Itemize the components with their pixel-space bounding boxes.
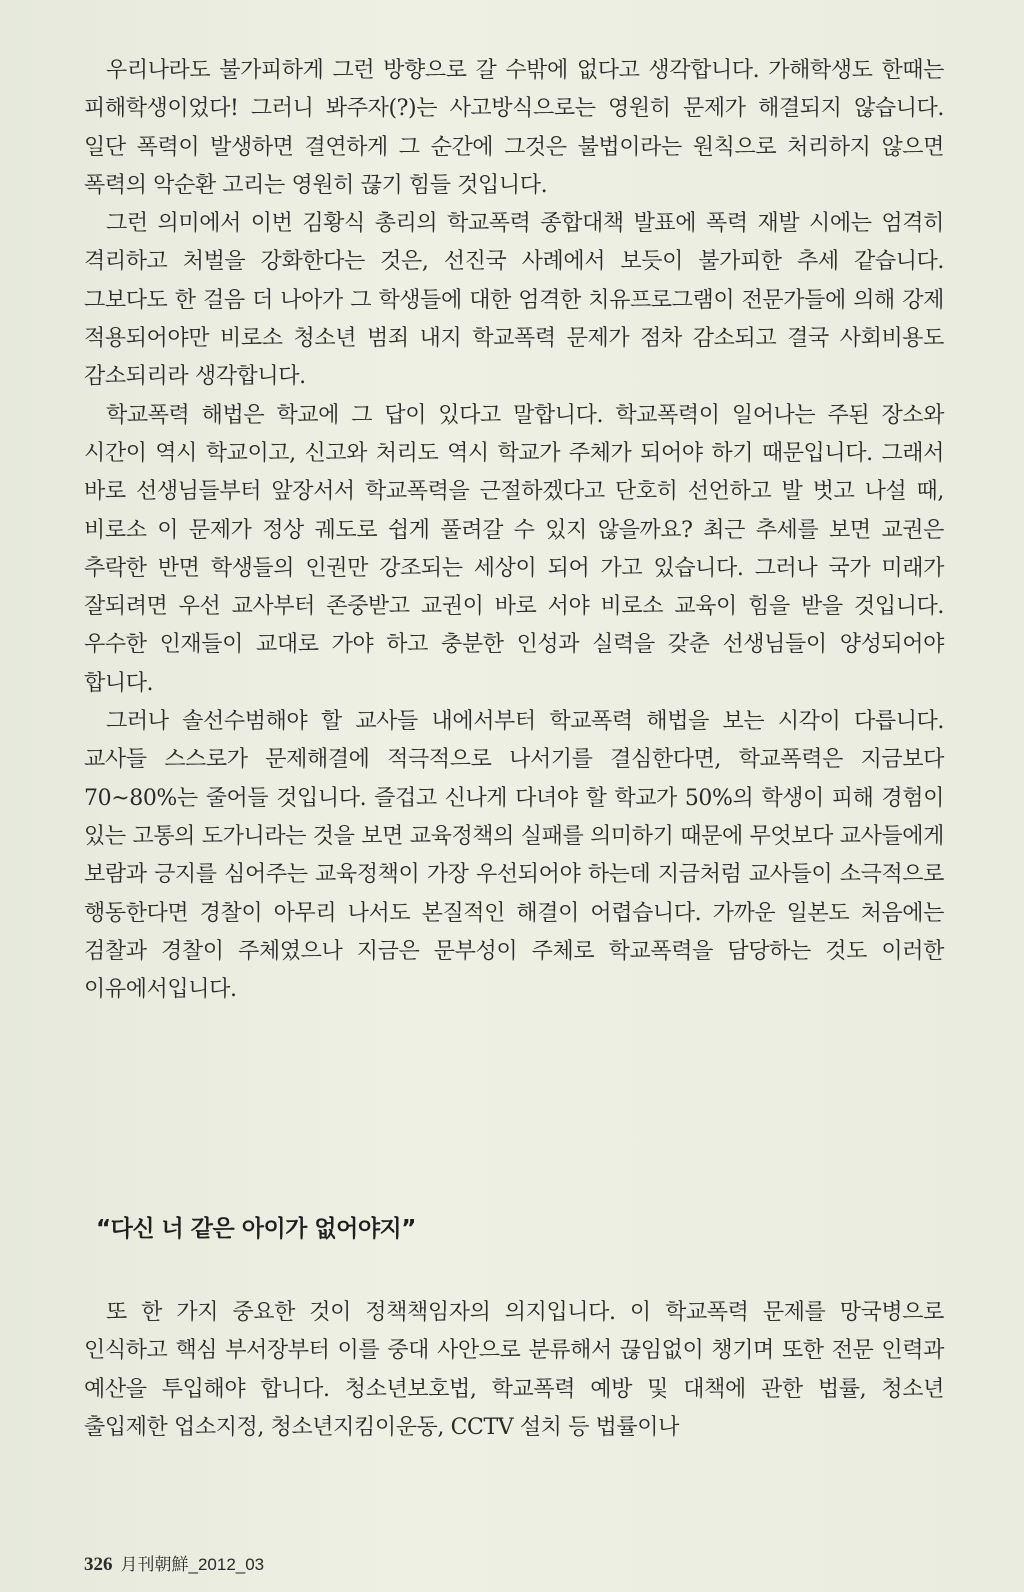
paragraph-4: 그러나 솔선수범해야 할 교사들 내에서부터 학교폭력 해법을 보는 시각이 다릅니다. 교사들 스스로가 문제해결에 적극적으로 나서기를 결심한다면, 학교폭력은 지금보다 70~80%는 줄어들 것입니다. 즐겁고 신나게 다녀야 할 학교가 50%의 학생이 피해 경험이 있는 고통의 도가니라는 것을 보면 교육정책의 실패를 의미하기 때문에 무엇보다 교사들에게 보람과 긍지를 심어주는 교육정책이 가장 우선되어야 하는데 지금처럼 교사들이 소극적으로 행동한다면 경찰이 아무리 나서도 본질적인 해결이 어렵습니다. 가까운 일본도 처음에는 검찰과 경찰이 주체였으나 지금은 문부성이 주체로 학교폭력을 담당하는 것도 이러한 이유에서입니다. — [84, 709, 944, 1003]
paragraph-3: 학교폭력 해법은 학교에 그 답이 있다고 말합니다. 학교폭력이 일어나는 주된 장소와 시간이 역시 학교이고, 신고와 처리도 역시 학교가 주체가 되어야 하기 때문입니다. 그래서 바로 선생님들부터 앞장서서 학교폭력을 근절하겠다고 단호히 선언하고 발 벗고 나설 때, 비로소 이 문제가 정상 궤도로 쉽게 풀려갈 수 있지 않을까요? 최근 추세를 보면 교권은 추락한 반면 학생들의 인권만 강조되는 세상이 되어 가고 있습니다. 그러나 국가 미래가 잘되려면 우선 교사부터 존중받고 교권이 바로 서야 비로소 교육이 힘을 받을 것입니다. 우수한 인재들이 교대로 가야 하고 충분한 인성과 실력을 갖춘 선생님들이 양성되어야 합니다. — [84, 402, 944, 696]
paragraph-1: 우리나라도 불가피하게 그런 방향으로 갈 수밖에 없다고 생각합니다. 가해학생도 한때는 피해학생이었다! 그러니 봐주자(?)는 사고방식으로는 영원히 문제가 해결되지 않습니다. 일단 폭력이 발생하면 결연하게 그 순간에 그것은 불법이라는 원칙으로 처리하지 않으면 폭력의 악순환 고리는 영원히 끊기 힘들 것입니다. — [84, 58, 944, 198]
article-body — [84, 52, 944, 1009]
page-footer — [84, 1550, 264, 1576]
paragraph-5: 또 한 가지 중요한 것이 정책책임자의 의지입니다. 이 학교폭력 문제를 망국병으로 인식하고 핵심 부서장부터 이를 중대 사안으로 분류해서 끊임없이 챙기며 또한 전문 인력과 예산을 투입해야 합니다. 청소년보호법, 학교폭력 예방 및 대책에 관한 법률, 청소년 출입제한 업소지정, 청소년지킴이운동, CCTV 설치 등 법률이나 — [84, 1300, 944, 1440]
section-heading: “다신 너 같은 아이가 없어야지” — [96, 1216, 416, 1242]
page-number: 326 — [84, 1554, 113, 1575]
article-body-continued — [84, 1294, 944, 1447]
publication-name: 月刊朝鮮_2012_03 — [120, 1555, 265, 1574]
paragraph-2: 그런 의미에서 이번 김황식 총리의 학교폭력 종합대책 발표에 폭력 재발 시에는 엄격히 격리하고 처벌을 강화한다는 것은, 선진국 사례에서 보듯이 불가피한 추세 같습니다. 그보다도 한 걸음 더 나아가 그 학생들에 대한 엄격한 치유프로그램이 전문가들에 의해 강제 적용되어야만 비로소 청소년 범죄 내지 학교폭력 문제가 점차 감소되고 결국 사회비용도 감소되리라 생각합니다. — [84, 211, 944, 390]
